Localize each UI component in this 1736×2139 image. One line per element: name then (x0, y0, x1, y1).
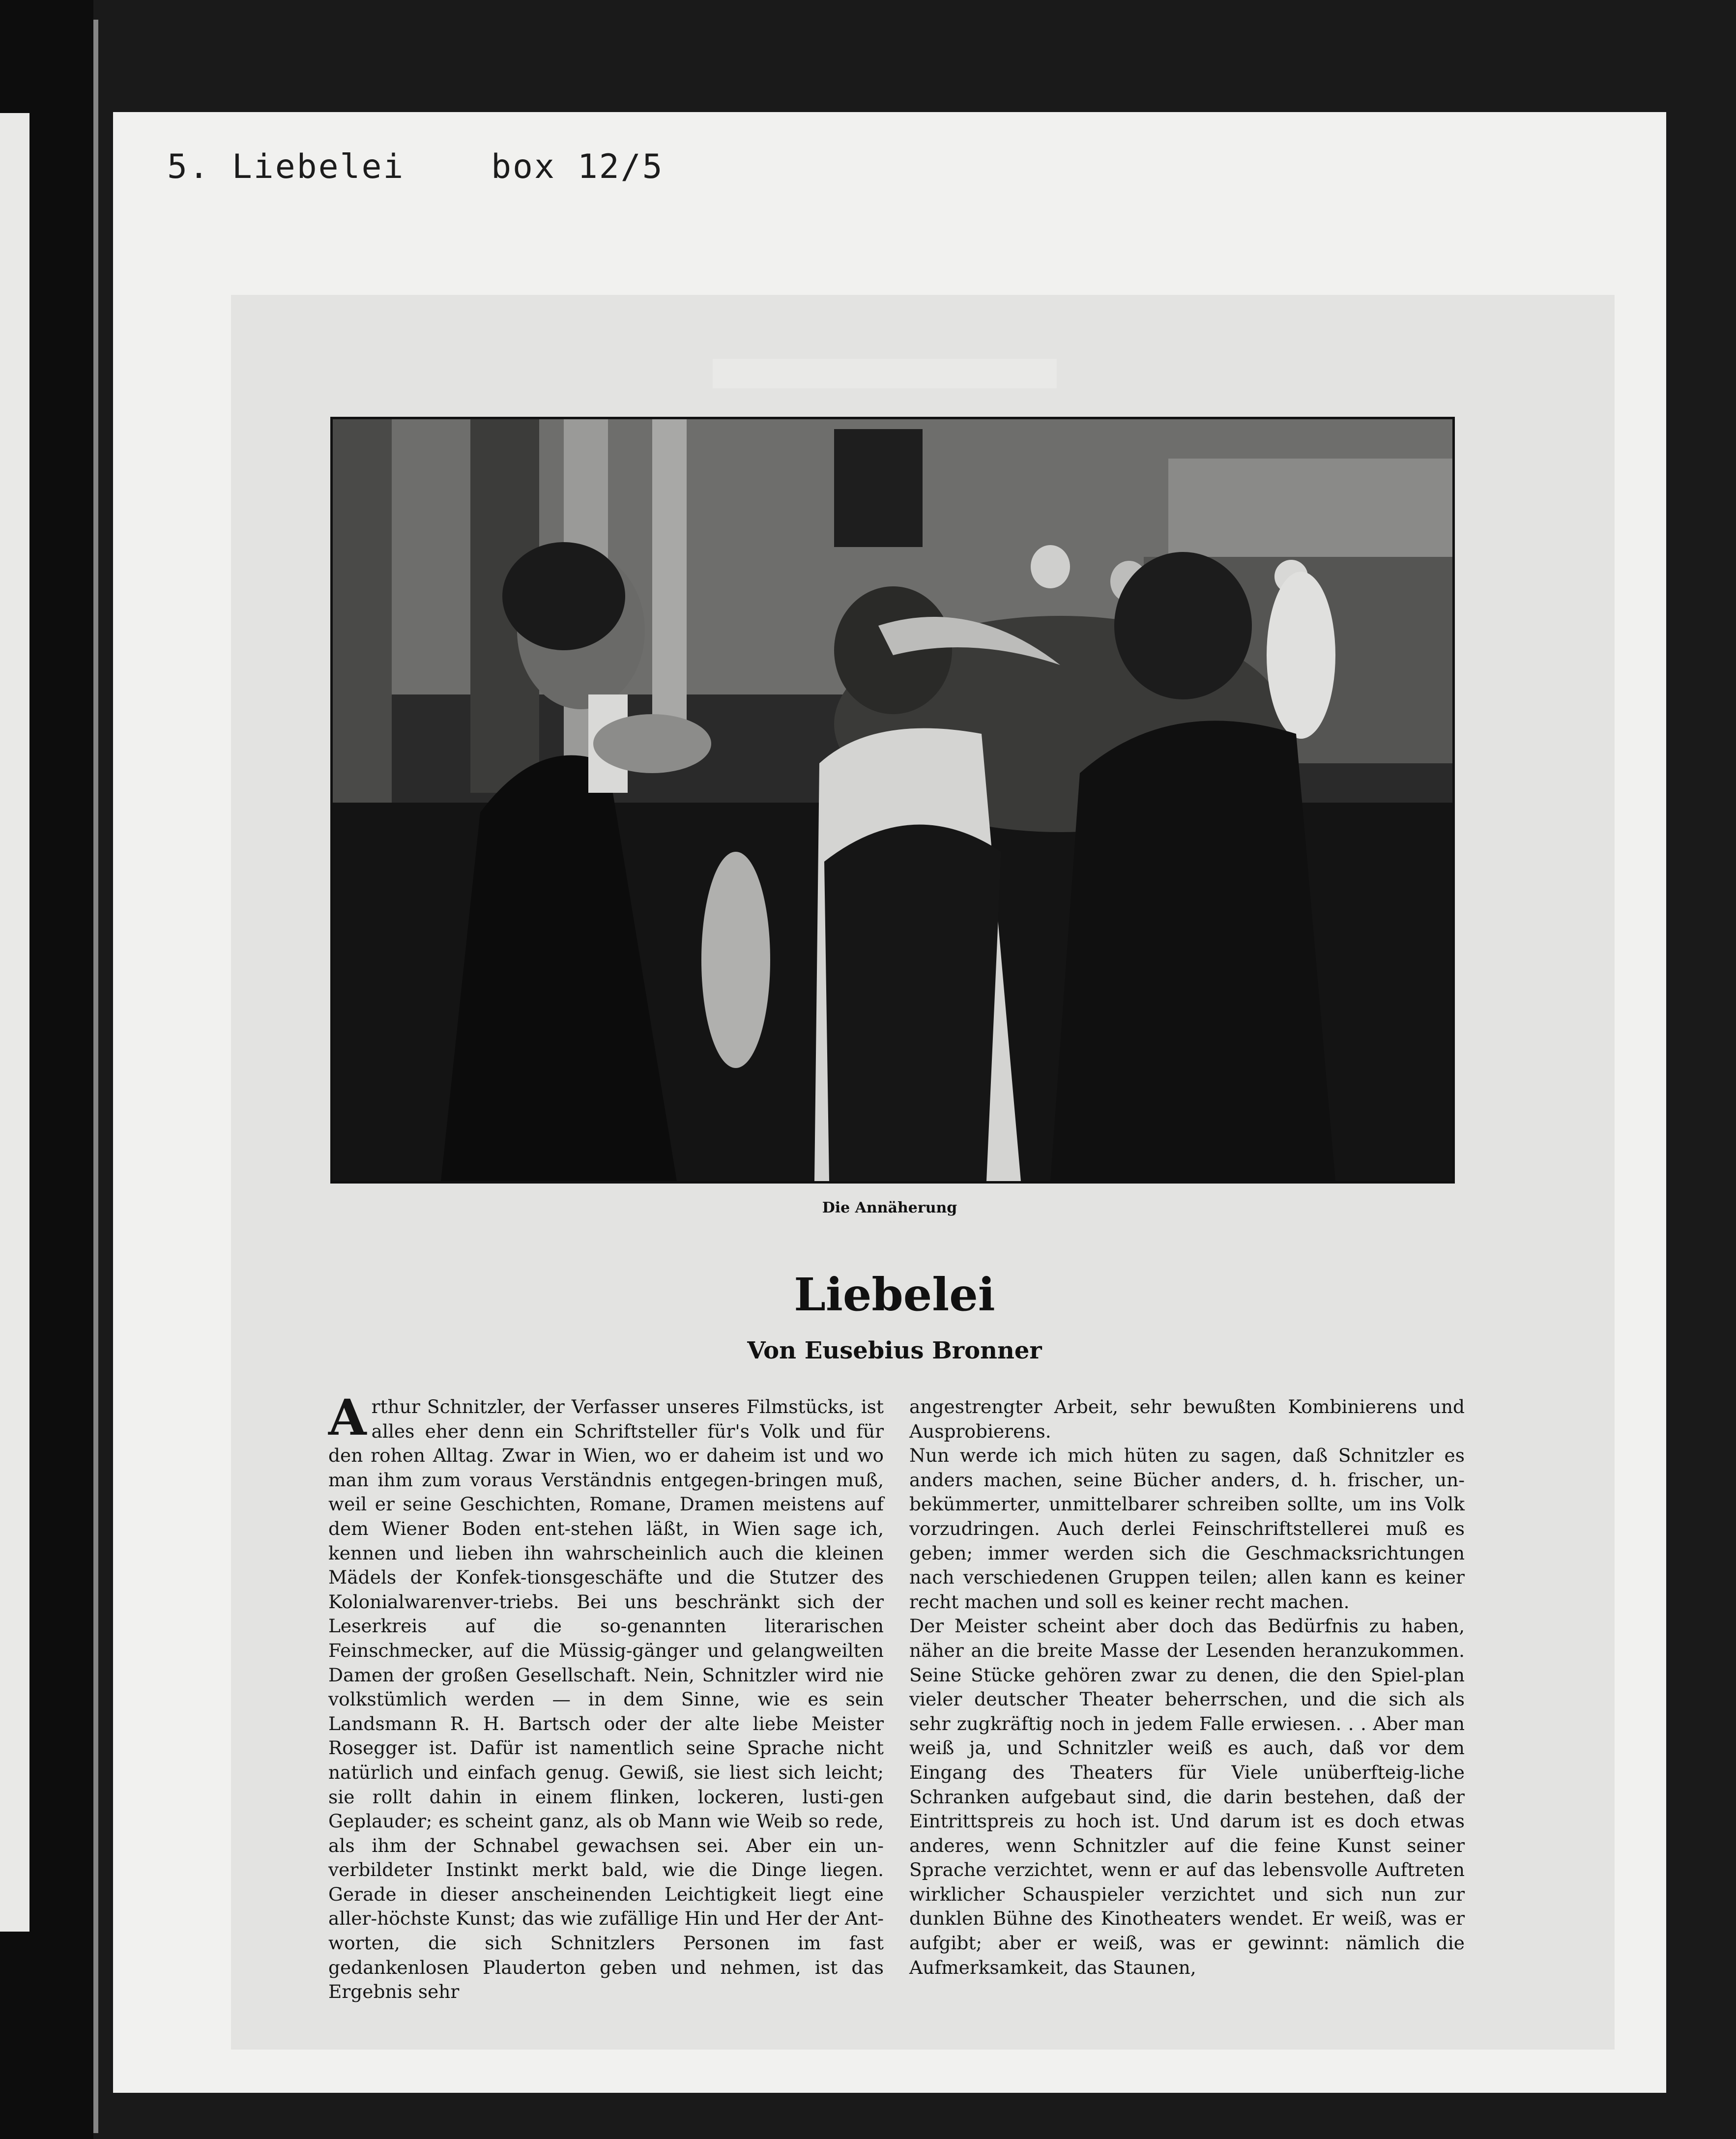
torn-paper-edge (713, 359, 1057, 388)
article-paragraph: Arthur Schnitzler, der Verfasser unseres Filmstücks, ist alles eher denn ein Schriftsteller für's Volk und für den rohen Alltag. Zwar in Wien, wo er daheim ist und wo man ihm zum voraus Verständnis entgegen-bringen muß, weil er seine Geschichten, Romane, Dramen meistens auf dem Wiener Boden ent-stehen läßt, in Wien sage ich, kennen und lieben ihn wahrscheinlich auch die kleinen Mädels der Konfek-tionsgeschäfte und die Stutzer des Kolonialwarenver-triebs. Bei uns beschränkt sich der Leserkreis auf die so-genannten literarischen Feinschmecker, auf die Müssig-gänger und gelangweilten Damen der großen Gesellschaft. Nein, Schnitzler wird nie volkstümlich werden — in dem Sinne, wie es sein Landsmann R. H. Bartsch oder der alte liebe Meister Rosegger ist. Dafür ist namentlich seine Sprache nicht natürlich und einfach genug. Gewiß, sie liest sich leicht; sie rollt dahin in einem flinken, lockeren, lusti-gen Geplauder; es scheint ganz, als ob Mann wie Weib so rede, als ihm der Schnabel gewachsen sei. Aber ein un-verbildeter Instinkt merkt bald, wie die Dinge liegen. Gerade in dieser anscheinenden Leichtigkeit liegt eine aller-höchste Kunst; das wie zufällige Hin und Her der Ant-worten, die sich Schnitzlers Personen im fast gedankenlosen Plauderton geben und nehmen, ist das Ergebnis sehr (328, 1388, 884, 2003)
article-title: Liebelei (794, 1268, 995, 1321)
article-column-left (328, 1388, 884, 2004)
archive-label: 5. Liebelei box 12/5 (167, 147, 664, 186)
article-paragraph: angestrengter Arbeit, sehr bewußten Kombinierens und Ausprobierens. (909, 1396, 1465, 1442)
film-still-photo (330, 417, 1455, 1184)
article-paragraph: Nun werde ich mich hüten zu sagen, daß Schnitzler es anders machen, seine Bücher anders, d. h. frischer, un-bekümmerter, unmittelbarer schreiben sollte, um ins Volk vorzudringen. Auch derlei Feinschriftstellerei muß es geben; immer werden sich die Geschmacksrichtungen nach verschiedenen Gruppen teilen; allen kann es keiner recht machen und soll es keiner recht machen. (909, 1445, 1465, 1613)
film-still-illustration (333, 419, 1452, 1181)
article-byline: Von Eusebius Bronner (747, 1337, 1042, 1364)
photo-caption: Die Annäherung (822, 1199, 957, 1216)
film-edge-line (93, 20, 98, 2133)
article-column-right (909, 1395, 1465, 1980)
adjacent-page-strip (0, 113, 29, 1932)
article-paragraph: Der Meister scheint aber doch das Bedürfnis zu haben, näher an die breite Masse der Lesenden heranzukommen. Seine Stücke gehören zwar zu denen, die den Spiel-plan vieler deutscher Theater beherrschen, und die sich als sehr zugkräftig noch in jedem Falle erwiesen. . . Aber man weiß ja, und Schnitzler weiß es auch, daß vor dem Eingang des Theaters für Viele unüberfteig-liche Schranken aufgebaut sind, die darin bestehen, daß der Eintrittspreis zu hoch ist. Und darum ist es doch etwas anderes, wenn Schnitzler auf die feine Kunst seiner Sprache verzichtet, wenn er auf das lebensvolle Auftreten wirklicher Schauspieler verzichtet und sich nun zur dunklen Bühne des Kinotheaters wendet. Er weiß, was er aufgibt; aber er weiß, was er gewinnt: nämlich die Aufmerksamkeit, das Staunen, (909, 1615, 1465, 1978)
